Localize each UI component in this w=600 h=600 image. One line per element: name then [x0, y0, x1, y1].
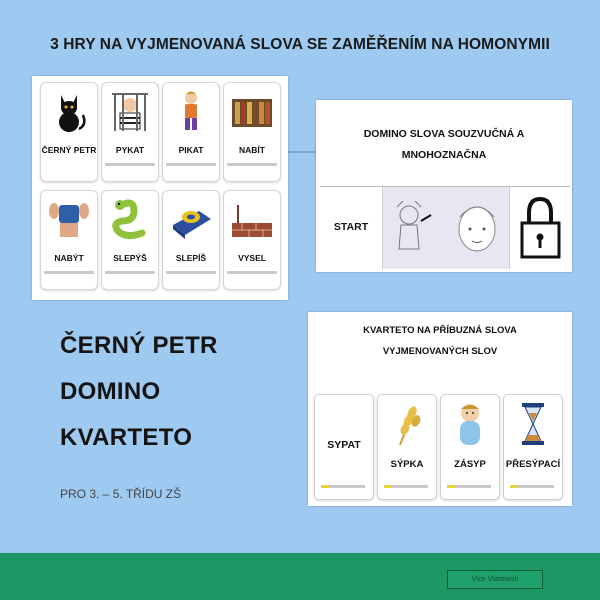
page-title: 3 HRY NA VYJMENOVANÁ SLOVA SE ZAMĚŘENÍM NA HOMONYMII [50, 36, 550, 53]
books-icon [230, 89, 274, 133]
connector-line [288, 151, 316, 153]
card-pykat [101, 82, 159, 182]
grade-subtitle: PRO 3. – 5. TŘÍDU ZŠ [60, 487, 182, 501]
tape-icon [169, 197, 213, 241]
card-word: PIKAT [178, 145, 204, 155]
card-word: PYKAT [115, 145, 145, 155]
card-hint [166, 163, 216, 166]
domino-title-line2: MNOHOZNAČNA [401, 149, 487, 161]
lock-icon [510, 187, 571, 269]
kvarteto-card-word: PŘESÝPACÍ [505, 459, 561, 470]
kvarteto-card-bar [321, 485, 365, 488]
wheat-icon [388, 401, 426, 447]
game-name-kvarteto: KVARTETO [60, 424, 193, 451]
domino-tile-face [446, 187, 509, 269]
card-hint [227, 163, 277, 166]
kvarteto-title-line1: KVARTETO NA PŘÍBUZNÁ SLOVA [363, 325, 517, 336]
strong-arms-icon [47, 197, 91, 241]
kvarteto-card-presypaci [503, 394, 563, 500]
domino-start-tile [320, 187, 383, 269]
kvarteto-title [308, 320, 572, 362]
kvarteto-card-bar [384, 485, 428, 488]
domino-strip [320, 186, 570, 269]
game-name-domino: DOMINO [60, 378, 161, 405]
kvarteto-card-zasyp [440, 394, 500, 500]
game-name-cerny-petr: ČERNÝ PETR [60, 332, 218, 359]
kvarteto-preview [308, 312, 572, 506]
card-word: SLEPÍŠ [175, 253, 207, 263]
kvarteto-card-word: ZÁSYP [454, 459, 486, 470]
card-hint [227, 271, 277, 274]
card-slepys [101, 190, 159, 290]
domino-preview [316, 100, 572, 272]
hourglass-icon [514, 401, 552, 447]
card-hint [44, 271, 94, 274]
card-word: VYSEL [238, 253, 266, 263]
baby-icon [451, 401, 489, 447]
cerny-petr-cards-preview [32, 76, 288, 300]
kvarteto-card-word: SÝPKA [390, 459, 424, 470]
domino-title [316, 124, 572, 166]
snake-icon [108, 197, 152, 241]
domino-title-line1: DOMINO SLOVA SOUZVUČNÁ A [363, 128, 525, 140]
prisoner-icon [108, 89, 152, 133]
kvarteto-title-line2: VYJMENOVANÝCH SLOV [382, 346, 498, 357]
card-word: ČERNÝ PETR [41, 145, 97, 155]
card-word: NABÝT [54, 253, 84, 263]
face-sketch-icon [446, 187, 509, 269]
card-word: SLEPÝŠ [113, 253, 147, 263]
domino-start-label: START [333, 221, 369, 233]
sketch-figure-icon [383, 187, 446, 269]
card-word: NABÍT [239, 145, 265, 155]
card-nabyt [40, 190, 98, 290]
card-nabit [223, 82, 281, 182]
card-hint [105, 163, 155, 166]
more-details-button[interactable]: Více Vlastností [447, 570, 543, 589]
card-slepis [162, 190, 220, 290]
card-cerny-petr [40, 82, 98, 182]
bricks-icon [230, 197, 274, 241]
domino-tile-sketch [383, 187, 446, 269]
domino-tile-lock [509, 187, 571, 269]
kvarteto-card-sypat [314, 394, 374, 500]
kvarteto-card-bar [447, 485, 491, 488]
card-pikat [162, 82, 220, 182]
kvarteto-card-word: SYPAT [327, 439, 361, 451]
kvarteto-card-sypka [377, 394, 437, 500]
card-hint [105, 271, 155, 274]
kvarteto-card-bar [510, 485, 554, 488]
card-vysel [223, 190, 281, 290]
card-hint [166, 271, 216, 274]
child-icon [169, 89, 213, 133]
footer-bar [0, 553, 600, 600]
black-cat-icon [47, 89, 91, 133]
